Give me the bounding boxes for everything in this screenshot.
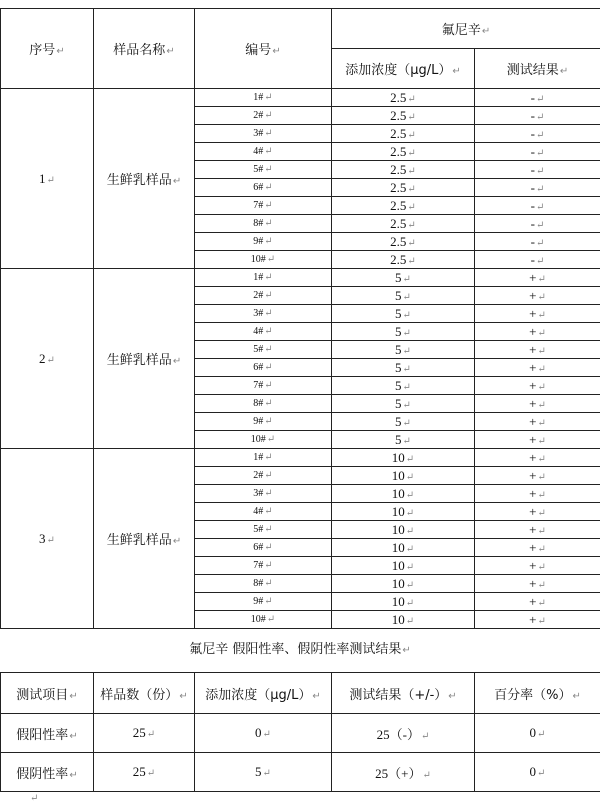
concentration-value: 10↵ [332, 557, 475, 575]
flunixin-test-table [0, 8, 600, 629]
header-concentration: 添加浓度（μg/L）↵ [332, 49, 475, 89]
summary-cell: 0↵ [475, 753, 600, 792]
sample-number: 8#↵ [195, 575, 332, 593]
summary-cell: 25↵ [94, 714, 195, 753]
result-value: +↵ [475, 287, 600, 305]
sample-number: 2#↵ [195, 107, 332, 125]
concentration-value: 10↵ [332, 485, 475, 503]
result-value: +↵ [475, 575, 600, 593]
summary-row-false-negative [1, 753, 600, 792]
concentration-value: 2.5↵ [332, 125, 475, 143]
summary-header-result: 测试结果（+/-）↵ [332, 673, 475, 714]
sample-number: 3#↵ [195, 125, 332, 143]
result-value: +↵ [475, 539, 600, 557]
sample-number: 7#↵ [195, 557, 332, 575]
concentration-value: 10↵ [332, 467, 475, 485]
table-row [1, 269, 600, 287]
summary-cell: 5↵ [195, 753, 332, 792]
concentration-value: 10↵ [332, 449, 475, 467]
concentration-value: 5↵ [332, 431, 475, 449]
summary-header-concentration: 添加浓度（μg/L）↵ [195, 673, 332, 714]
result-value: +↵ [475, 395, 600, 413]
result-value: +↵ [475, 431, 600, 449]
sample-number: 8#↵ [195, 215, 332, 233]
sample-number: 7#↵ [195, 197, 332, 215]
group-sample-name: 生鲜乳样品↵ [94, 89, 195, 269]
header-analyte: 氟尼辛↵ [332, 9, 600, 49]
sample-number: 5#↵ [195, 161, 332, 179]
concentration-value: 10↵ [332, 503, 475, 521]
result-value: -↵ [475, 89, 600, 107]
result-value: +↵ [475, 467, 600, 485]
result-value: -↵ [475, 161, 600, 179]
sample-number: 1#↵ [195, 449, 332, 467]
summary-cell: 假阴性率↵ [1, 753, 94, 792]
summary-header-item: 测试项目↵ [1, 673, 94, 714]
concentration-value: 10↵ [332, 521, 475, 539]
summary-cell: 25（-）↵ [332, 714, 475, 753]
result-value: -↵ [475, 215, 600, 233]
header-sample-name: 样品名称↵ [94, 9, 195, 89]
sample-number: 9#↵ [195, 413, 332, 431]
sample-number: 10#↵ [195, 431, 332, 449]
result-value: -↵ [475, 251, 600, 269]
concentration-value: 2.5↵ [332, 161, 475, 179]
concentration-value: 5↵ [332, 305, 475, 323]
concentration-value: 5↵ [332, 341, 475, 359]
summary-title: 氟尼辛 假阳性率、假阴性率测试结果↵ [0, 628, 600, 672]
sample-number: 10#↵ [195, 611, 332, 629]
sample-number: 4#↵ [195, 143, 332, 161]
result-value: -↵ [475, 125, 600, 143]
concentration-value: 2.5↵ [332, 251, 475, 269]
result-value: +↵ [475, 611, 600, 629]
sample-number: 2#↵ [195, 467, 332, 485]
result-value: -↵ [475, 197, 600, 215]
concentration-value: 10↵ [332, 593, 475, 611]
result-value: +↵ [475, 449, 600, 467]
concentration-value: 5↵ [332, 359, 475, 377]
concentration-value: 5↵ [332, 413, 475, 431]
sample-number: 1#↵ [195, 269, 332, 287]
result-value: +↵ [475, 359, 600, 377]
sample-number: 4#↵ [195, 323, 332, 341]
sample-number: 10#↵ [195, 251, 332, 269]
sample-number: 4#↵ [195, 503, 332, 521]
sample-number: 6#↵ [195, 179, 332, 197]
result-value: +↵ [475, 503, 600, 521]
concentration-value: 2.5↵ [332, 179, 475, 197]
result-value: +↵ [475, 485, 600, 503]
group-seq: 3↵ [1, 449, 94, 629]
group-seq: 1↵ [1, 89, 94, 269]
summary-cell: 0↵ [475, 714, 600, 753]
concentration-value: 2.5↵ [332, 89, 475, 107]
sample-number: 8#↵ [195, 395, 332, 413]
summary-cell: 25（+）↵ [332, 753, 475, 792]
false-rate-table [0, 672, 600, 792]
result-value: -↵ [475, 233, 600, 251]
sample-number: 7#↵ [195, 377, 332, 395]
result-value: +↵ [475, 413, 600, 431]
sample-number: 2#↵ [195, 287, 332, 305]
concentration-value: 10↵ [332, 575, 475, 593]
summary-header-count: 样品数（份）↵ [94, 673, 195, 714]
sample-number: 3#↵ [195, 305, 332, 323]
concentration-value: 2.5↵ [332, 233, 475, 251]
concentration-value: 5↵ [332, 395, 475, 413]
concentration-value: 5↵ [332, 269, 475, 287]
table-row [1, 449, 600, 467]
summary-cell: 0↵ [195, 714, 332, 753]
result-value: +↵ [475, 593, 600, 611]
result-value: +↵ [475, 341, 600, 359]
concentration-value: 10↵ [332, 539, 475, 557]
group-sample-name: 生鲜乳样品↵ [94, 449, 195, 629]
end-paragraph-mark: ↵ [30, 793, 38, 804]
concentration-value: 2.5↵ [332, 197, 475, 215]
header-seq: 序号↵ [1, 9, 94, 89]
result-value: +↵ [475, 557, 600, 575]
result-value: +↵ [475, 269, 600, 287]
result-value: -↵ [475, 143, 600, 161]
result-value: -↵ [475, 107, 600, 125]
summary-cell: 25↵ [94, 753, 195, 792]
concentration-value: 2.5↵ [332, 215, 475, 233]
result-value: -↵ [475, 179, 600, 197]
result-value: +↵ [475, 377, 600, 395]
sample-number: 9#↵ [195, 593, 332, 611]
result-value: +↵ [475, 521, 600, 539]
sample-number: 1#↵ [195, 89, 332, 107]
summary-header-percent: 百分率（%）↵ [475, 673, 600, 714]
result-value: +↵ [475, 305, 600, 323]
sample-number: 5#↵ [195, 521, 332, 539]
sample-number: 6#↵ [195, 539, 332, 557]
group-sample-name: 生鲜乳样品↵ [94, 269, 195, 449]
sample-number: 5#↵ [195, 341, 332, 359]
sample-number: 9#↵ [195, 233, 332, 251]
concentration-value: 5↵ [332, 287, 475, 305]
sample-number: 3#↵ [195, 485, 332, 503]
result-value: +↵ [475, 323, 600, 341]
summary-row-false-positive [1, 714, 600, 753]
group-seq: 2↵ [1, 269, 94, 449]
concentration-value: 5↵ [332, 323, 475, 341]
header-number: 编号↵ [195, 9, 332, 89]
header-result: 测试结果↵ [475, 49, 600, 89]
concentration-value: 2.5↵ [332, 143, 475, 161]
concentration-value: 2.5↵ [332, 107, 475, 125]
concentration-value: 5↵ [332, 377, 475, 395]
sample-number: 6#↵ [195, 359, 332, 377]
table-row [1, 89, 600, 107]
concentration-value: 10↵ [332, 611, 475, 629]
summary-cell: 假阳性率↵ [1, 714, 94, 753]
